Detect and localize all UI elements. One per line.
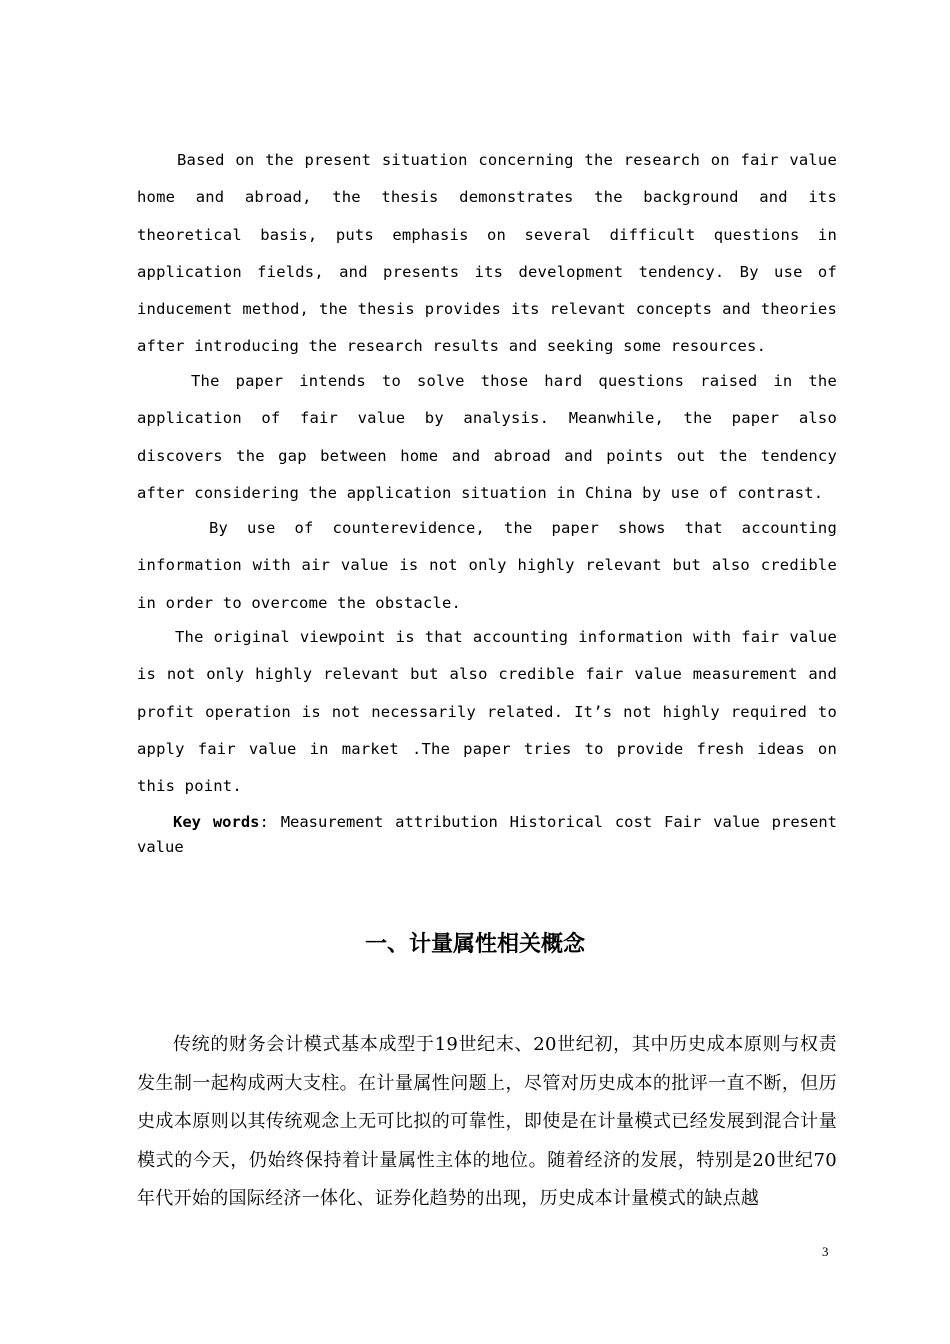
- abstract-paragraph-2: The paper intends to solve those hard questions raised in the application of fair value by analysis. Meanwhile, the paper also discovers the gap between home and abroad and points out the tendency after considering the application situation in China by use of contrast.: [137, 372, 837, 502]
- keywords-colon: :: [259, 813, 269, 831]
- keywords-text: Measurement attribution Historical cost Fair value present value: [137, 813, 837, 856]
- abstract-paragraph-3: By use of counterevidence, the paper shows that accounting information with air value is not only highly relevant but also credible in order to overcome the obstacle.: [137, 519, 837, 612]
- section-paragraph: 传统的财务会计模式基本成型于19世纪末、20世纪初，其中历史成本原则与权责发生制一起构成两大支柱。在计量属性问题上，尽管对历史成本的批评一直不断，但历史成本原则以其传统观念上无可比拟的可靠性，即使是在计量模式已经发展到混合计量模式的今天，仍始终保持着计量属性主体的地位。随着经济的发展，特别是20世纪70年代开始的国际经济一体化、证券化趋势的出现，历史成本计量模式的缺点越: [137, 1034, 837, 1209]
- abstract-paragraph-1: Based on the present situation concerning the research on fair value home and abroad, the thesis demonstrates the background and its theoretical basis, puts emphasis on several difficult questions in application fields, and presents its development tendency. By use of inducement method, the thesis provides its relevant concepts and theories after introducing the research results and seeking some resources.: [137, 151, 837, 356]
- abstract-paragraph-4: The original viewpoint is that accounting information with fair value is not only highly relevant but also credible fair value measurement and profit operation is not necessarily related. It’s not highly required to apply fair value in market .The paper tries to provide fresh ideas on this point.: [137, 628, 837, 796]
- keywords-line: [137, 810, 837, 860]
- section-heading: 一、计量属性相关概念: [364, 932, 585, 957]
- keywords-label: Key words: [173, 813, 260, 831]
- page-number: 3: [822, 1244, 829, 1259]
